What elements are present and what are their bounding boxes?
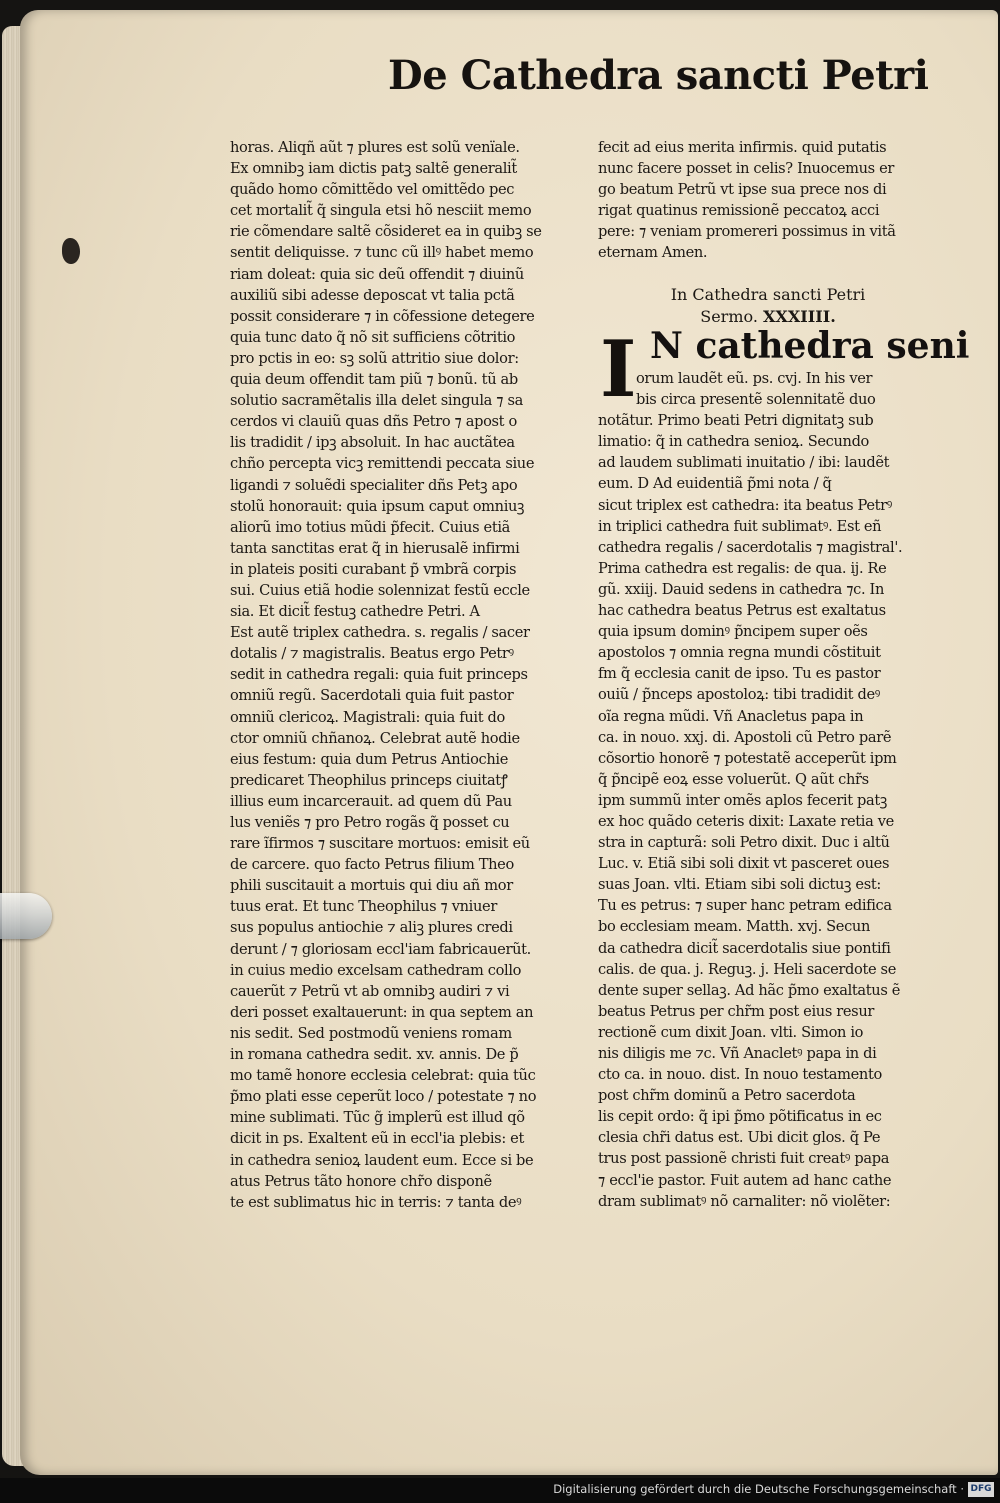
text-line: derunt / ⁊ gloriosam eccl'iam fabricauerũt. <box>230 940 531 958</box>
text-line: lus veniẽs ⁊ pro Petro rogãs q̃ posset cu <box>230 814 510 831</box>
text-line: hac cathedra beatus Petrus est exaltatus <box>598 602 886 620</box>
text-line: in cuius medio excelsam cathedram collo <box>230 961 522 979</box>
running-title: De Cathedra sancti Petri <box>388 52 929 99</box>
text-line: Prima cathedra est regalis: de qua. ij. Re <box>598 559 887 577</box>
text-line: beatus Petrus per chr̃m post eius resur <box>598 1002 874 1020</box>
text-line: Est autẽ triplex cathedra. s. regalis / sacer <box>230 624 530 642</box>
text-line: sicut triplex est cathedra: ita beatus Petrꝰ <box>598 496 892 514</box>
text-line: eius festum: quia dum Petrus Antiochie <box>230 750 508 768</box>
text-line: rie cõmendare saltẽ cõsideret ea in quibꝫ se <box>230 223 542 241</box>
text-line: omniũ clericoꝝ. Magistrali: quia fuit do <box>230 708 505 726</box>
text-line: q̃ p̃ncipẽ eoꝝ esse voluerũt. Q aũt chr̃s <box>598 770 869 788</box>
text-line: ipm summũ inter omẽs aplos fecerit patꝫ <box>598 791 887 809</box>
text-line: apostolos ⁊ omnia regna mundi cõstituit <box>598 644 881 662</box>
text-line: possit considerare ⁊ in cõfessione detegere <box>230 307 535 325</box>
text-line: dicit in ps. Exaltent eũ in eccl'ia plebis: et <box>230 1130 524 1148</box>
decorated-initial: I <box>600 324 637 415</box>
text-line: sedit in cathedra regali: quia fuit princeps <box>230 666 528 684</box>
text-line: Luc. v. Etiã sibi soli dixit vt pasceret oues <box>598 855 890 873</box>
text-line: calis. de qua. j. Reguꝫ. j. Heli sacerdote se <box>598 960 896 978</box>
text-line: notãtur. Primo beati Petri dignitatꝫ sub <box>598 412 874 430</box>
text-line: trus post passionẽ christi fuit creatꝰ papa <box>598 1150 890 1168</box>
text-line: in cathedra senioꝝ laudent eum. Ecce si be <box>230 1151 534 1169</box>
text-line: clesia chr̃i datus est. Ubi dicit glos. q̃ Pe <box>598 1129 881 1147</box>
text-line: lis cepit ordo: q̃ ipi p̃mo põtificatus in ec <box>598 1108 882 1126</box>
text-line: auxiliũ sibi adesse deposcat vt talia pctã <box>230 286 515 304</box>
right-column-closing-text <box>598 137 940 264</box>
text-line: stolũ honorauit: quia ipsum caput omniuꝫ <box>230 497 525 515</box>
sermon-heading-number: Sermo. XXXIIII. <box>700 307 836 326</box>
text-line: solutio sacramẽtalis illa delet singula ⁊ sa <box>230 392 523 410</box>
text-line: cauerũt ⁊ Petrũ vt ab omnibꝫ audiri ⁊ vi <box>230 982 510 1000</box>
ink-stain <box>62 238 80 264</box>
text-line: quia ipsum dominꝰ p̃ncipem super oẽs <box>598 623 868 641</box>
text-line: predicaret Theophilus princeps ciuitatꝭ <box>230 771 508 789</box>
text-line: post chr̃m dominũ a Petro sacerdota <box>598 1087 856 1105</box>
text-line: pro pctis in eo: sꝫ solũ attritio siue dolor: <box>230 349 519 367</box>
text-line: eternam Amen. <box>598 244 708 262</box>
text-line: aliorũ imo totius mũdi p̃fecit. Cuius etiã <box>230 518 511 536</box>
text-line: go beatum Petrũ vt ipse sua prece nos di <box>598 181 887 199</box>
text-line: deri posset exaltauerunt: in qua septem an <box>230 1003 534 1021</box>
text-line: mine sublimati. Tũc g̃ implerũ est illud qõ <box>230 1109 525 1127</box>
text-line: fecit ad eius merita infirmis. quid putatis <box>598 139 887 156</box>
text-line: pere: ⁊ veniam promereri possimus in vitã <box>598 223 896 241</box>
text-line: fm q̃ ecclesia canit de ipso. Tu es pastor <box>598 665 881 683</box>
text-line: oĩa regna mũdi. Vñ Anacletus papa in <box>598 707 864 725</box>
text-line: orum laudẽt eũ. ps. cvj. In his ver <box>636 370 873 387</box>
text-line: p̃mo plati esse ceperũt loco / potestate ⁊ no <box>230 1088 537 1106</box>
text-line: quãdo homo cõmittẽdo vel omittẽdo pec <box>230 181 515 199</box>
left-column-text <box>230 137 578 1213</box>
text-line: tanta sanctitas erat q̃ in hierusalẽ infirmi <box>230 539 520 557</box>
funding-credit: Digitalisierung gefördert durch die Deutsche Forschungsgemeinschaft · <box>553 1482 964 1496</box>
text-line: stra in capturã: soli Petro dixit. Duc i altũ <box>598 834 890 852</box>
incipit-text: N cathedra seni <box>650 325 970 367</box>
text-line: cto ca. in nouo. dist. In nouo testamento <box>598 1066 882 1084</box>
text-line: atus Petrus tãto honore chr̃o disponẽ <box>230 1172 492 1190</box>
digitization-footer <box>0 1478 1000 1503</box>
text-line: quia tunc dato q̃ nõ sit sufficiens cõtritio <box>230 328 516 346</box>
text-line: suas Joan. vlti. Etiam sibi soli dictuꝫ est: <box>598 876 881 894</box>
text-line: rare ĩfirmos ⁊ suscitare mortuos: emisit eũ <box>230 835 530 853</box>
text-line: da cathedra dicit̃ sacerdotalis siue pontifi <box>598 939 891 957</box>
text-line: cerdos vi clauiũ quas dñs Petro ⁊ apost o <box>230 413 517 431</box>
text-line: cet mortalit̃ q̃ singula etsi hõ nesciit memo <box>230 202 532 220</box>
text-line: rigat quatinus remissionẽ peccatoꝝ acci <box>598 202 880 220</box>
text-line: riam doleat: quia sic deũ offendit ⁊ diuinũ <box>230 265 524 283</box>
text-line: in romana cathedra sedit. xv. annis. De p̃ <box>230 1046 519 1064</box>
text-line: dente super sellaꝫ. Ad hãc p̃mo exaltatus ẽ <box>598 981 901 999</box>
text-line: lis tradidit / ipꝫ absoluit. In hac auctãtea <box>230 434 515 452</box>
text-line: bis circa presentẽ solennitatẽ duo <box>636 391 876 409</box>
sermon-heading-title: In Cathedra sancti Petri <box>670 285 866 304</box>
dfg-logo: DFG <box>968 1482 994 1497</box>
sermon-heading <box>598 284 938 328</box>
text-line: sus populus antiochie ⁊ aliꝫ plures credi <box>230 919 513 937</box>
text-line: limatio: q̃ in cathedra senioꝝ. Secundo <box>598 433 869 451</box>
text-line: quia deum offendit tam piũ ⁊ bonũ. tũ ab <box>230 371 518 389</box>
text-line: nunc facere posset in celis? Inuocemus er <box>598 160 895 178</box>
text-line: illius eum incarcerauit. ad quem dũ Pau <box>230 792 512 810</box>
text-line: gũ. xxiij. Dauid sedens in cathedra ⁊c. In <box>598 580 885 598</box>
text-line: phili suscitauit a mortuis qui diu añ mor <box>230 877 513 895</box>
text-line: de carcere. quo facto Petrus filium Theo <box>230 856 514 874</box>
text-line: nis diligis me ⁊c. Vñ Anacletꝰ papa in di <box>598 1045 877 1062</box>
text-line: dotalis / ⁊ magistralis. Beatus ergo Petrꝰ <box>230 645 514 663</box>
text-line: ligandi ⁊ soluẽdi specialiter dñs Petꝫ apo <box>230 476 518 494</box>
text-line: cathedra regalis / sacerdotalis ⁊ magistral'. <box>598 538 903 556</box>
text-line: in plateis positi curabant p̃ vmbrã corpis <box>230 560 517 578</box>
text-line: ca. in nouo. xxj. di. Apostoli cũ Petro parẽ <box>598 728 892 746</box>
text-line: sia. Et dicit̃ festuꝫ cathedre Petri. A <box>230 603 480 621</box>
text-line: ⁊ eccl'ie pastor. Fuit autem ad hanc cathe <box>598 1171 892 1189</box>
text-line: mo tamẽ honore ecclesia celebrat: quia tũc <box>230 1067 536 1085</box>
text-line: Ex omnibꝫ iam dictis patꝫ saltẽ generalit̃ <box>230 160 517 178</box>
text-line: omniũ regũ. Sacerdotali quia fuit pastor <box>230 687 514 705</box>
right-column-sermon-text <box>598 368 940 1212</box>
text-line: bo ecclesiam meam. Matth. xvj. Secun <box>598 918 871 936</box>
text-line: horas. Aliqñ aũt ⁊ plures est solũ venïale. <box>230 139 520 156</box>
text-line: tuus erat. Et tunc Theophilus ⁊ vniuer <box>230 898 497 916</box>
text-line: ad laudem sublimati inuitatio / ibi: laudẽt <box>598 454 890 472</box>
text-line: Tu es petrus: ⁊ super hanc petram edifica <box>598 897 892 915</box>
text-line: in triplici cathedra fuit sublimatꝰ. Est eñ <box>598 517 882 535</box>
text-line: sentit deliquisse. ⁊ tunc cũ illꝰ habet memo <box>230 244 534 262</box>
text-line: ex hoc quãdo ceteris dixit: Laxate retia ve <box>598 812 894 830</box>
text-line: chño percepta vicꝫ remittendi peccata siue <box>230 455 535 473</box>
text-line: te est sublimatus hic in terris: ⁊ tanta deꝰ <box>230 1193 522 1211</box>
text-line: sui. Cuius etiã hodie solennizat festũ eccle <box>230 581 530 599</box>
text-line: nis sedit. Sed postmodũ veniens romam <box>230 1024 512 1042</box>
text-line: rectionẽ cum dixit Joan. vlti. Simon io <box>598 1023 864 1041</box>
text-line: ctor omniũ chñanoꝝ. Celebrat autẽ hodie <box>230 729 520 747</box>
text-line: eum. D Ad euidentiã p̃mi nota / q̃ <box>598 475 832 493</box>
page-clip <box>0 893 52 939</box>
text-line: cõsortio honorẽ ⁊ potestatẽ acceperũt ipm <box>598 749 897 767</box>
text-line: dram sublimatꝰ nõ carnaliter: nõ violẽter: <box>598 1192 891 1210</box>
text-line: ouiũ / p̃nceps apostoloꝝ: tibi tradidit deꝰ <box>598 686 880 704</box>
